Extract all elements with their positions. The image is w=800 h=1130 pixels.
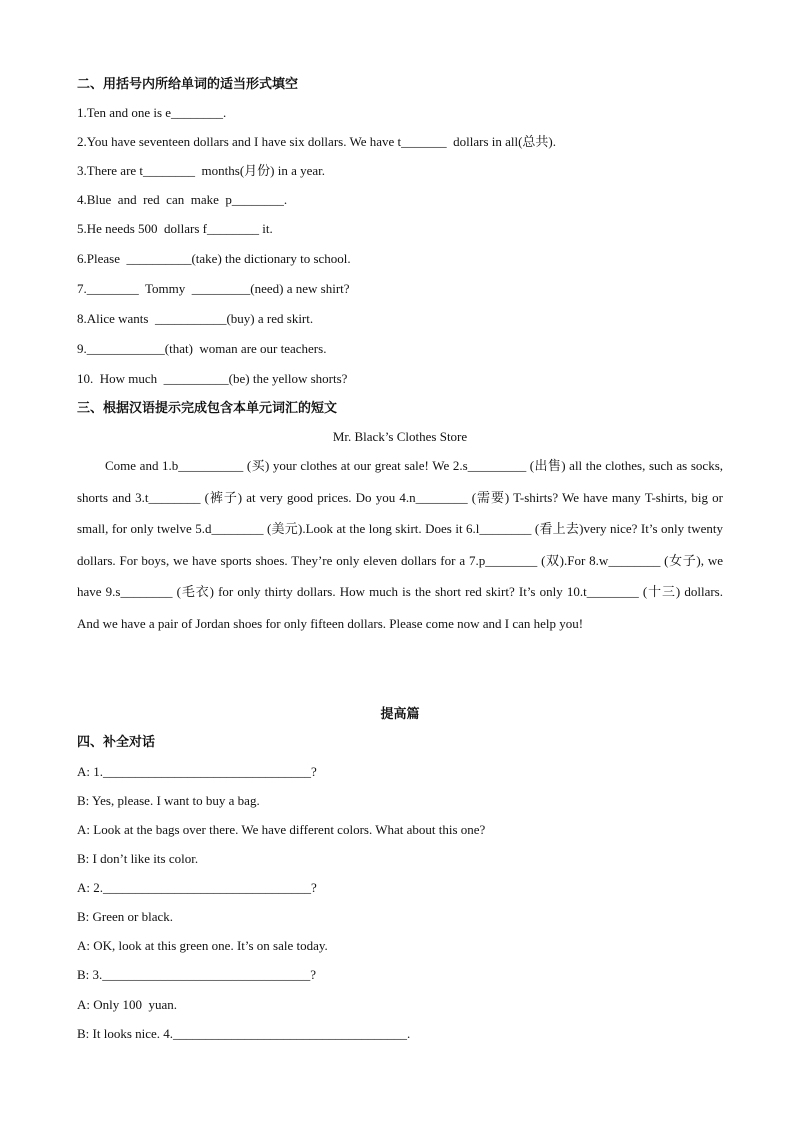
advanced-title: 提高篇: [380, 707, 420, 722]
dialogue-line: B: Green or black.: [77, 909, 174, 924]
exercise-item: 6.Please __________(take) the dictionary to school.: [77, 251, 351, 266]
dialogue-line: B: 3.________________________________?: [77, 967, 317, 982]
exercise-item: 1.Ten and one is e________.: [77, 105, 227, 120]
passage-text: Come and 1.b__________ (买) your clothes at our great sale! We 2.s_________ (出售) all the clothes, such as socks, shorts and 3.t________ (裤子) at very good prices. Do you 4.n________ (需要) T-shirts? We have many T-shirts, big or small, for only twelve 5.d________ (美元).Look at the long skirt. Does it 6.l________ (看上去)very nice? It’s only twenty dollars. For boys, we have sports shoes. They’re only eleven dollars for a 7.p________ (双).For 8.w________ (女子), we have 9.s________ (毛衣) for only thirty dollars. How much is the short red skirt? It’s only 10.t________ (十三) dollars. And we have a pair of Jordan shoes for only fifteen dollars. Please come now and I can help you!: [77, 458, 723, 631]
dialogue-line: A: Only 100 yuan.: [77, 997, 178, 1012]
dialogue-line: B: I don’t like its color.: [77, 851, 199, 866]
exercise-item: 3.There are t________ months(月份) in a year.: [77, 163, 326, 178]
dialogue-line: A: OK, look at this green one. It’s on sale today.: [77, 938, 328, 953]
passage: [77, 450, 723, 639]
section3-heading: 三、根据汉语提示完成包含本单元词汇的短文: [77, 401, 338, 416]
exercise-item: 5.He needs 500 dollars f________ it.: [77, 221, 273, 236]
dialogue-line: B: Yes, please. I want to buy a bag.: [77, 793, 260, 808]
exercise-item: 2.You have seventeen dollars and I have six dollars. We have t_______ dollars in all(总共).: [77, 134, 557, 149]
exercise-item: 7.________ Tommy _________(need) a new shirt?: [77, 281, 350, 296]
dialogue-line: B: It looks nice. 4.____________________________________.: [77, 1026, 411, 1041]
exercise-item: 9.____________(that) woman are our teachers.: [77, 341, 327, 356]
section2-heading: 二、用括号内所给单词的适当形式填空: [77, 77, 299, 92]
exercise-item: 4.Blue and red can make p________.: [77, 192, 288, 207]
dialogue-line: A: Look at the bags over there. We have different colors. What about this one?: [77, 822, 486, 837]
passage-title: Mr. Black’s Clothes Store: [332, 429, 468, 444]
exercise-item: 10. How much __________(be) the yellow shorts?: [77, 371, 348, 386]
dialogue-line: A: 2.________________________________?: [77, 880, 317, 895]
exercise-item: 8.Alice wants ___________(buy) a red skirt.: [77, 311, 314, 326]
dialogue-line: A: 1.________________________________?: [77, 764, 317, 779]
section4-heading: 四、补全对话: [77, 735, 156, 750]
